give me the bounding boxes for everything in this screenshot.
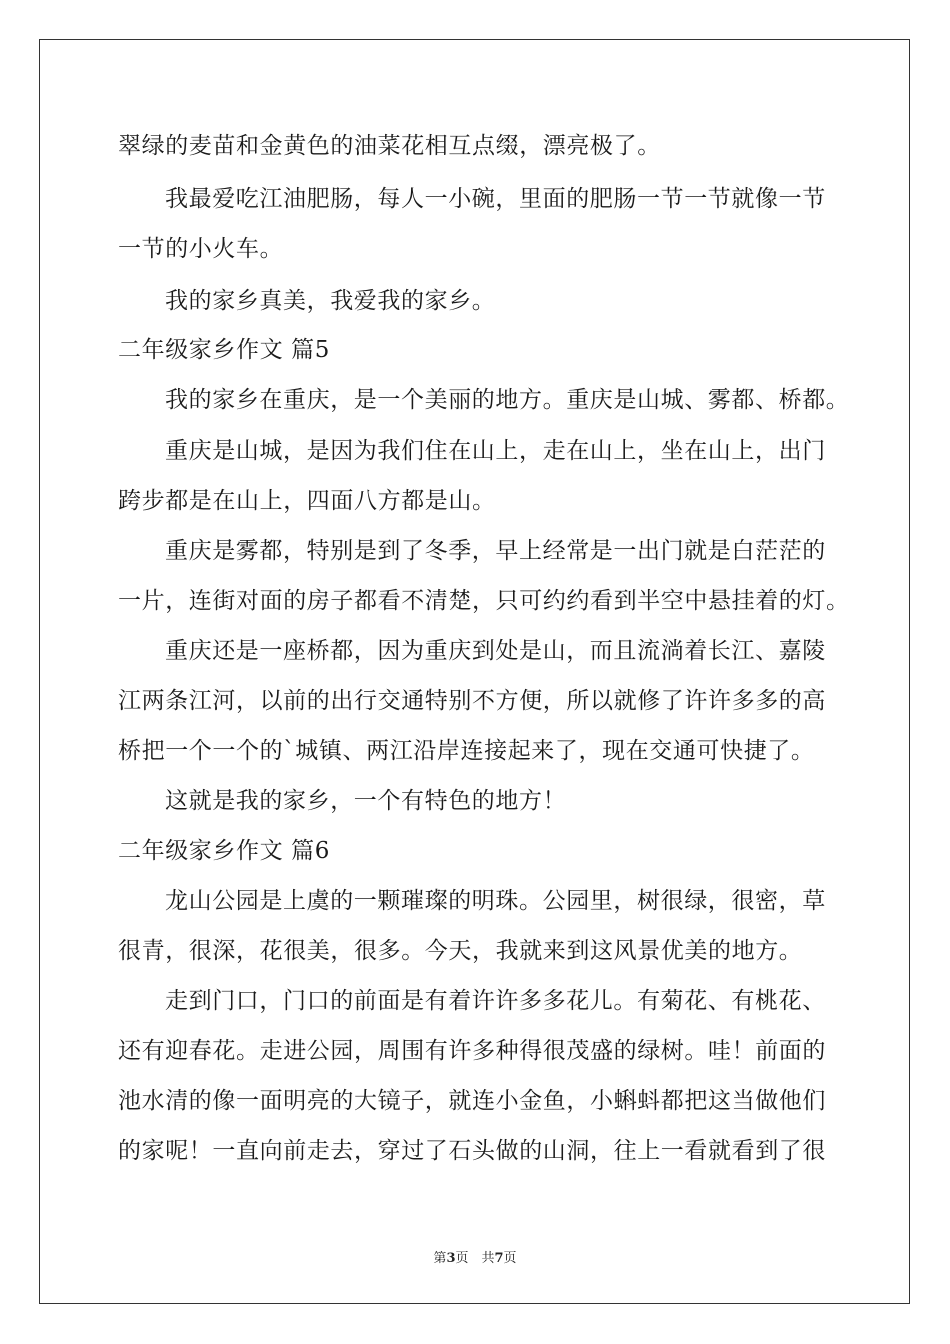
footer-suffix: 页 bbox=[503, 1251, 517, 1266]
paragraph-line: 跨步都是在山上，四面八方都是山。 bbox=[118, 488, 496, 514]
paragraph-line: 桥把一个一个的`城镇、两江沿岸连接起来了，现在交通可快捷了。 bbox=[118, 738, 815, 764]
paragraph-line: 翠绿的麦苗和金黄色的油菜花相互点缀，漂亮极了。 bbox=[118, 133, 661, 159]
paragraph-line: 重庆是山城，是因为我们住在山上，走在山上，坐在山上，出门 bbox=[165, 438, 826, 464]
paragraph-line: 很青，很深，花很美，很多。今天，我就来到这风景优美的地方。 bbox=[118, 938, 803, 964]
paragraph-line: 这就是我的家乡，一个有特色的地方！ bbox=[165, 788, 567, 814]
total-page-number: 7 bbox=[494, 1251, 504, 1266]
footer-prefix: 第 bbox=[433, 1251, 447, 1266]
current-page-number: 3 bbox=[446, 1251, 456, 1266]
page-footer bbox=[0, 1247, 950, 1266]
paragraph-line: 走到门口，门口的前面是有着许许多多花儿。有菊花、有桃花、 bbox=[165, 988, 826, 1014]
section-heading: 二年级家乡作文 篇6 bbox=[118, 838, 330, 864]
footer-middle: 页 共 bbox=[455, 1251, 495, 1266]
paragraph-line: 还有迎春花。走进公园，周围有许多种得很茂盛的绿树。哇！前面的 bbox=[118, 1038, 826, 1064]
paragraph-line: 我的家乡真美，我爱我的家乡。 bbox=[165, 288, 496, 314]
paragraph-line: 江两条江河，以前的出行交通特别不方便，所以就修了许许多多的高 bbox=[118, 688, 826, 714]
paragraph-line: 一片，连街对面的房子都看不清楚，只可约约看到半空中悬挂着的灯。 bbox=[118, 588, 850, 614]
paragraph-line: 龙山公园是上虞的一颗璀璨的明珠。公园里，树很绿，很密，草 bbox=[165, 888, 826, 914]
paragraph-line: 池水清的像一面明亮的大镜子，就连小金鱼，小蝌蚪都把这当做他们 bbox=[118, 1088, 826, 1114]
paragraph-line: 我最爱吃江油肥肠，每人一小碗，里面的肥肠一节一节就像一节 bbox=[165, 186, 826, 212]
paragraph-line: 重庆是雾都，特别是到了冬季，早上经常是一出门就是白茫茫的 bbox=[165, 538, 826, 564]
paragraph-line: 的家呢！一直向前走去，穿过了石头做的山洞，往上一看就看到了很 bbox=[118, 1138, 826, 1164]
paragraph-line: 我的家乡在重庆，是一个美丽的地方。重庆是山城、雾都、桥都。 bbox=[165, 387, 850, 413]
section-heading: 二年级家乡作文 篇5 bbox=[118, 337, 330, 363]
paragraph-line: 一节的小火车。 bbox=[118, 236, 284, 262]
paragraph-line: 重庆还是一座桥都，因为重庆到处是山，而且流淌着长江、嘉陵 bbox=[165, 638, 826, 664]
